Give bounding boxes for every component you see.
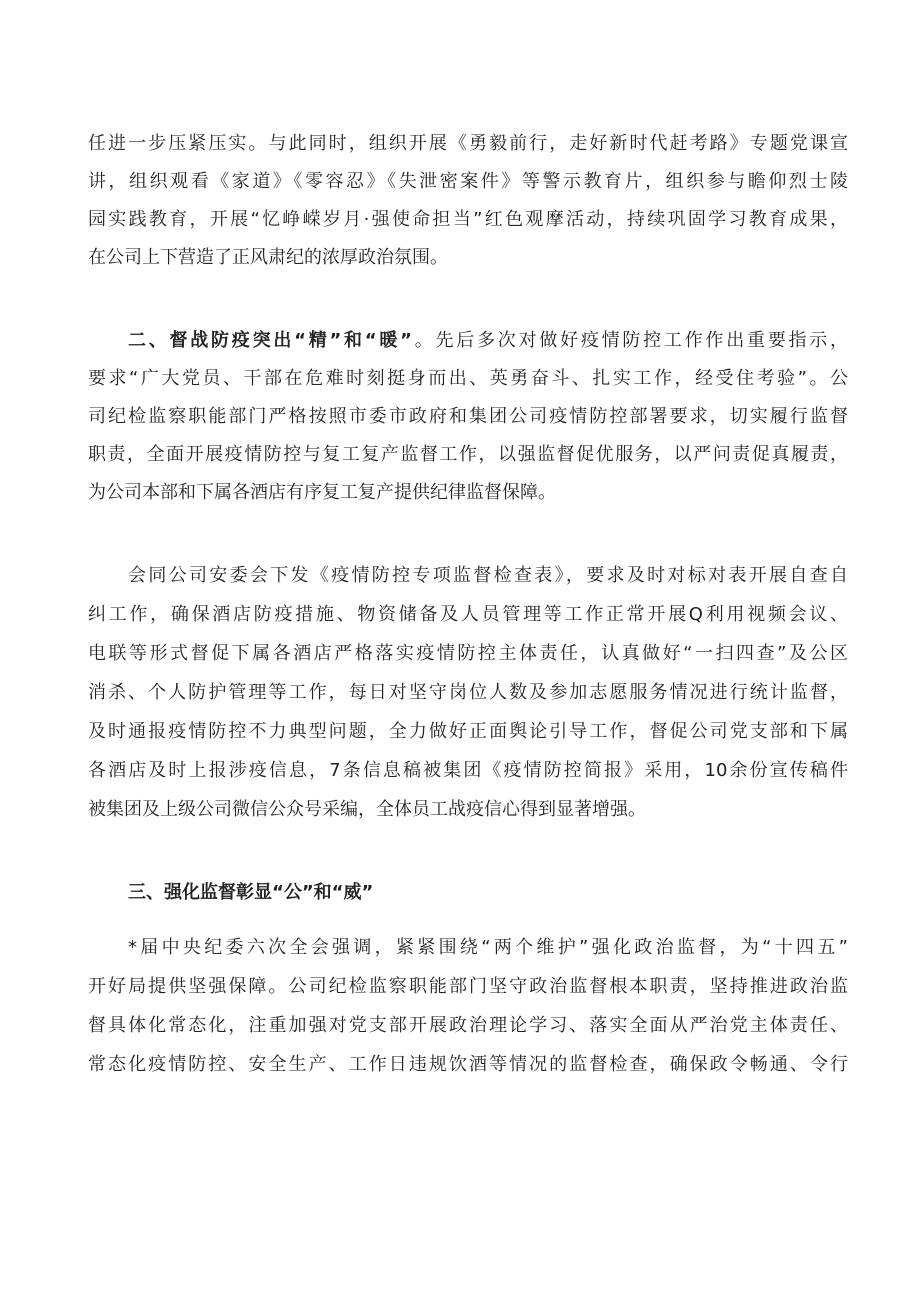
paragraph-3-line-6: 各酒店及时上报涉疫信息，7条信息稿被集团《疫情防控简报》采用，10余份宣传稿件 [88,760,848,781]
section-2-line-4: 为公司本部和下属各酒店有序复工复产提供纪律监督保障。 [88,482,556,503]
paragraph-3-line-7: 被集团及上级公司微信公众号采编，全体员工战疫信心得到显著增强。 [88,799,646,820]
paragraph-3-line-4: 消杀、个人防护管理等工作，每日对坚守岗位人数及参加志愿服务情况进行统计监督， [88,682,848,703]
paragraph-4-line-3: 督具体化常态化，注重加强对党支部开展政治理论学习、落实全面从严治党主体责任、 [88,1015,848,1036]
paragraph-4-line-4: 常态化疫情防控、安全生产、工作日违规饮酒等情况的监督检查，确保政令畅通、令行 [88,1054,848,1075]
paragraph-3-line-5: 及时通报疫情防控不力典型问题，全力做好正面舆论引导工作，督促公司党支部和下属 [88,721,848,742]
section-3-heading: 三、强化监督彰显“公”和“威” [128,882,374,903]
paragraph-1-line-1: 任进一步压紧压实。与此同时，组织开展《勇毅前行，走好新时代赶考路》专题党课宣 [88,133,848,154]
paragraph-1-line-4: 在公司上下营造了正风肃纪的浓厚政治氛围。 [88,247,448,268]
paragraph-1-line-3: 园实践教育，开展“忆峥嵘岁月·强使命担当”红色观摩活动，持续巩固学习教育成果， [88,209,848,230]
section-2-heading-tail: 。先后多次对做好疫情防控工作作出重要指示， [412,330,849,351]
paragraph-3-line-2: 纠工作，确保酒店防疫措施、物资储备及人员管理等工作正常开展Q利用视频会议、 [88,604,848,625]
section-2-line-1: 要求“广大党员、干部在危难时刻挺身而出、英勇奋斗、扎实工作，经受住考验”。公 [88,368,848,389]
paragraph-3-line-3: 电联等形式督促下属各酒店严格落实疫情防控主体责任，认真做好“一扫四查”及公区 [88,643,848,664]
section-2-heading: 二、督战防疫突出“精”和“暖” [128,330,412,351]
section-2-line-3: 职责，全面开展疫情防控与复工复产监督工作，以强监督促优服务，以严问责促真履责， [88,444,848,465]
paragraph-4-line-1: *届中央纪委六次全会强调，紧紧围绕“两个维护”强化政治监督，为“十四五” [128,937,848,958]
section-2-line-2: 司纪检监察职能部门严格按照市委市政府和集团公司疫情防控部署要求，切实履行监督 [88,406,848,427]
section-2-first-line [128,322,848,360]
paragraph-1-line-2: 讲，组织观看《家道》《零容忍》《失泄密案件》等警示教育片，组织参与瞻仰烈士陵 [88,171,848,192]
paragraph-3-line-1: 会同公司安委会下发《疫情防控专项监督检查表》，要求及时对标对表开展自查自 [128,565,848,586]
paragraph-4-line-2: 开好局提供坚强保障。公司纪检监察职能部门坚守政治监督根本职责，坚持推进政治监 [88,976,848,997]
